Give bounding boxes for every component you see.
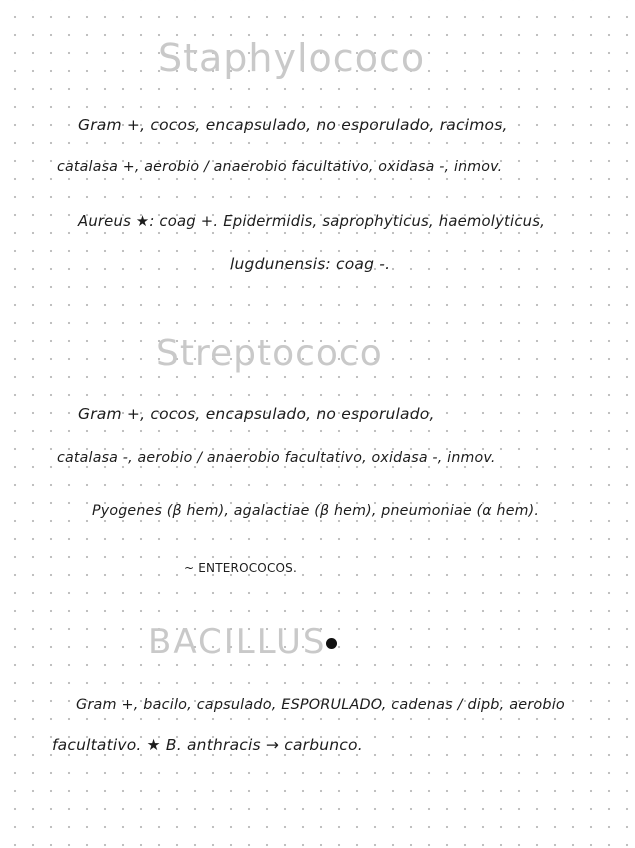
heading-staphylococo: Staphylococo: [158, 36, 426, 80]
staph-line-3: Aureus ★: coag +. Epidermidis, saprophyticus, haemolyticus,: [78, 213, 546, 230]
heading-streptococo: Streptococo: [156, 333, 383, 374]
heading-bacillus: BACILLUS: [148, 622, 327, 662]
strep-line-1: Gram +, cocos, encapsulado, no esporulado,: [78, 405, 435, 423]
strep-line-3: Pyogenes (β hem), agalactiae (β hem), pneumoniae (α hem).: [92, 503, 540, 519]
bacillus-line-1: Gram +, bacilo, capsulado, ESPORULADO, cadenas / dipb, aerobio: [76, 697, 565, 713]
staph-line-2: catalasa +, aerobio / anaerobio facultativo, oxidasa -, inmov.: [57, 159, 503, 175]
bullet-dot: [326, 638, 337, 649]
bacillus-line-2: facultativo. ★ B. anthracis → carbunco.: [52, 736, 363, 754]
strep-line-4: ~ ENTEROCOCOS.: [184, 561, 298, 575]
staph-line-1: Gram +, cocos, encapsulado, no esporulado, racimos,: [78, 116, 508, 134]
strep-line-2: catalasa -, aerobio / anaerobio facultativo, oxidasa -, inmov.: [57, 450, 496, 466]
staph-line-4: lugdunensis: coag -.: [230, 255, 391, 273]
